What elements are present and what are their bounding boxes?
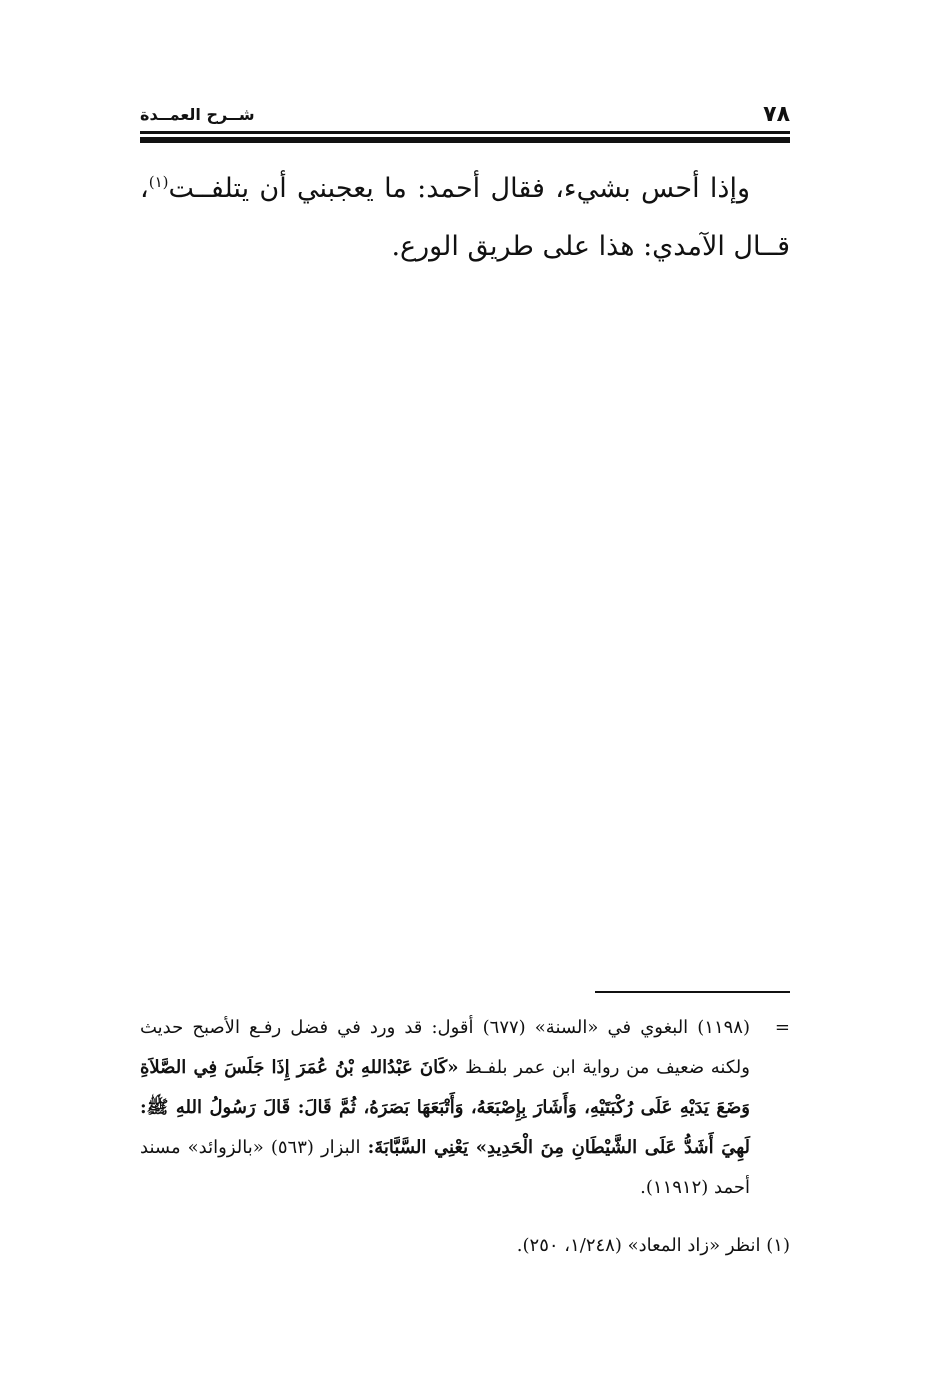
footnote-1 xyxy=(140,1226,790,1266)
footnote-reference[interactable]: (١) xyxy=(148,173,169,191)
page-header xyxy=(140,100,790,130)
footnote-separator xyxy=(595,991,790,993)
main-text-part2: ، قــال الآمدي: هذا على طريق الورع. xyxy=(140,173,790,262)
footnotes xyxy=(140,1008,790,1284)
footnote-continuation xyxy=(140,1008,790,1208)
main-text xyxy=(140,160,790,276)
header-rule-thin xyxy=(140,131,790,134)
continuation-marker: = xyxy=(774,1017,790,1038)
footnote-text-part1: (١١٩٨) البغوي في «السنة» (٦٧٧) أقول: قد ورد في فضل رفـع الأصبح حديث ولكنه ضعيف من رواية ابن عمر بلفـظ xyxy=(140,1017,750,1078)
header-rule-thick xyxy=(140,137,790,143)
hadith-quote: «كَانَ عَبْدُاللهِ بْنُ عُمَرَ إِذَا جَلَسَ فِي الصَّلاَةِ وَضَعَ يَدَيْهِ عَلَى رُكْبَتَيْهِ، وَأَشَارَ بِإِصْبَعَهُ، وَأَتْبَعَهَا بَصَرَهُ، ثُمَّ قَالَ: قَالَ رَسُولُ اللهِ ﷺ: لَهِيَ أَشَدُّ عَلَى الشَّيْطَانِ مِنَ الْحَدِيدِ» يَعْنِي السَّبَّابَةَ: xyxy=(140,1057,750,1158)
main-text-part1: وإذا أحس بشيء، فقال أحمد: ما يعجبني أن يتلفــت xyxy=(168,173,750,204)
footnote-text-part2: البزار (٥٦٣) «بالزوائد» مسند أحمد (١١٩١٢). xyxy=(140,1137,750,1198)
footnote-continuation-text xyxy=(140,1008,750,1208)
footnote-1-text: (١) انظر «زاد المعاد» (١/٢٤٨، ٢٥٠). xyxy=(516,1235,790,1256)
main-paragraph xyxy=(140,160,790,276)
running-title: شــرح العمــدة xyxy=(140,105,255,124)
page-number: ٧٨ xyxy=(763,102,790,127)
